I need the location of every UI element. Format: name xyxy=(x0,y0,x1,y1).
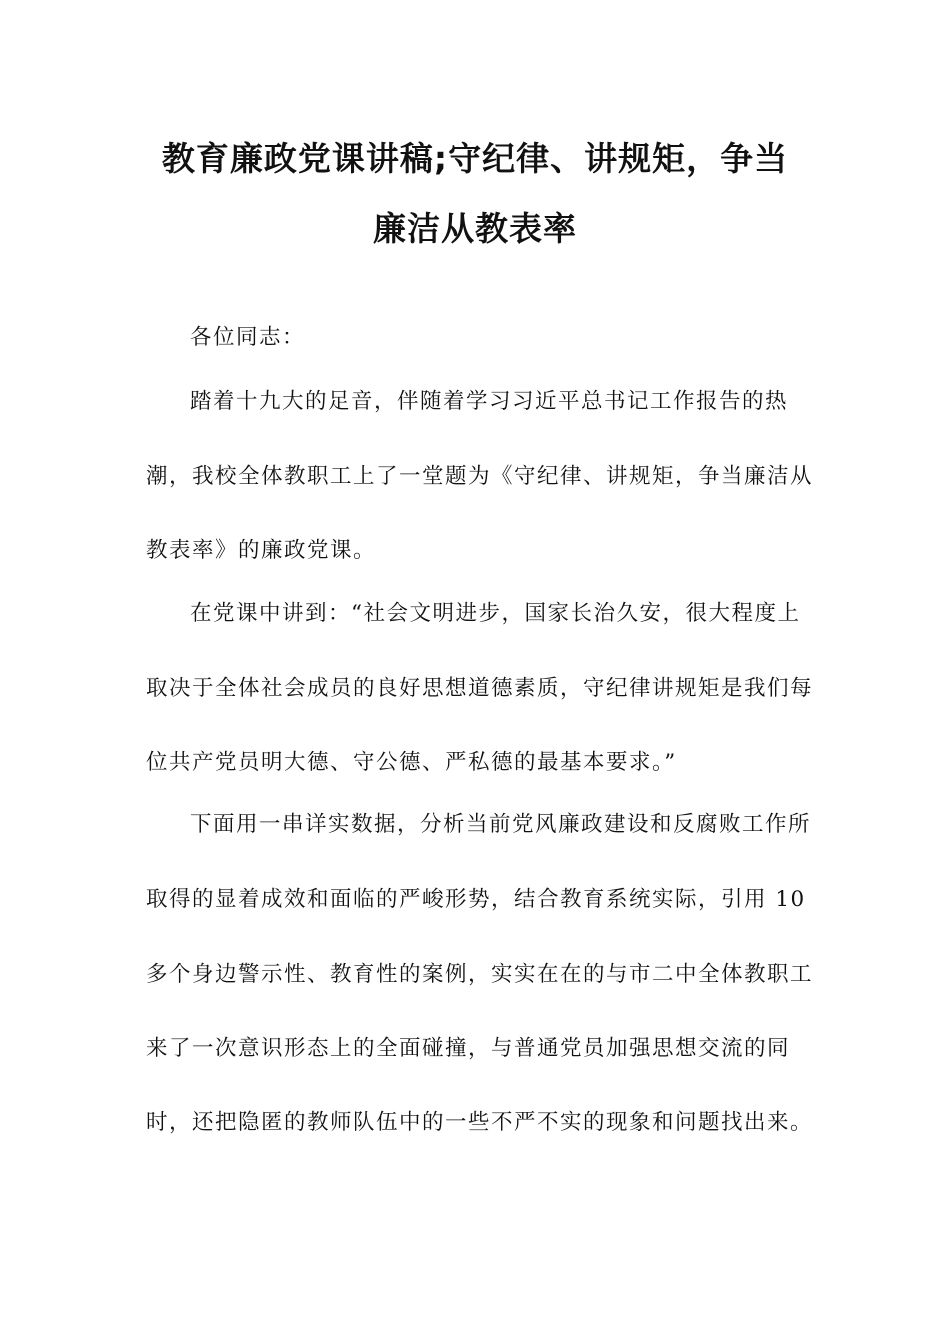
paragraph-2-line-3: 位共产党员明大德、守公德、严私德的最基本要求。” xyxy=(146,750,677,775)
document-title-line-2: 廉洁从教表率 xyxy=(373,209,577,248)
paragraph-2-line-1: 在党课中讲到：“社会文明进步，国家长治久安，很大程度上 xyxy=(190,601,801,626)
paragraph-3-line-1: 下面用一串详实数据，分析当前党风廉政建设和反腐败工作所 xyxy=(190,812,812,837)
paragraph-2-line-2: 取决于全体社会成员的良好思想道德素质，守纪律讲规矩是我们每 xyxy=(146,676,814,701)
paragraph-1-line-2: 潮，我校全体教职工上了一堂题为《守纪律、讲规矩，争当廉洁从 xyxy=(146,464,814,489)
paragraph-3-line-5: 时，还把隐匿的教师队伍中的一些不严不实的现象和问题找出来。 xyxy=(146,1110,814,1135)
salutation: 各位同志： xyxy=(190,325,306,350)
paragraph-1-line-1: 踏着十九大的足音，伴随着学习习近平总书记工作报告的热 xyxy=(190,389,789,414)
paragraph-3-line-3: 多个身边警示性、教育性的案例，实实在在的与市二中全体教职工 xyxy=(146,962,814,987)
paragraph-3-line-4: 来了一次意识形态上的全面碰撞，与普通党员加强思想交流的同 xyxy=(146,1036,791,1061)
paragraph-3-line-2: 取得的显着成效和面临的严峻形势，结合教育系统实际，引用 10 xyxy=(146,887,806,912)
document-title-line-1: 教育廉政党课讲稿;守纪律、讲规矩，争当 xyxy=(161,139,789,178)
paragraph-1-line-3: 教表率》的廉政党课。 xyxy=(146,538,377,563)
